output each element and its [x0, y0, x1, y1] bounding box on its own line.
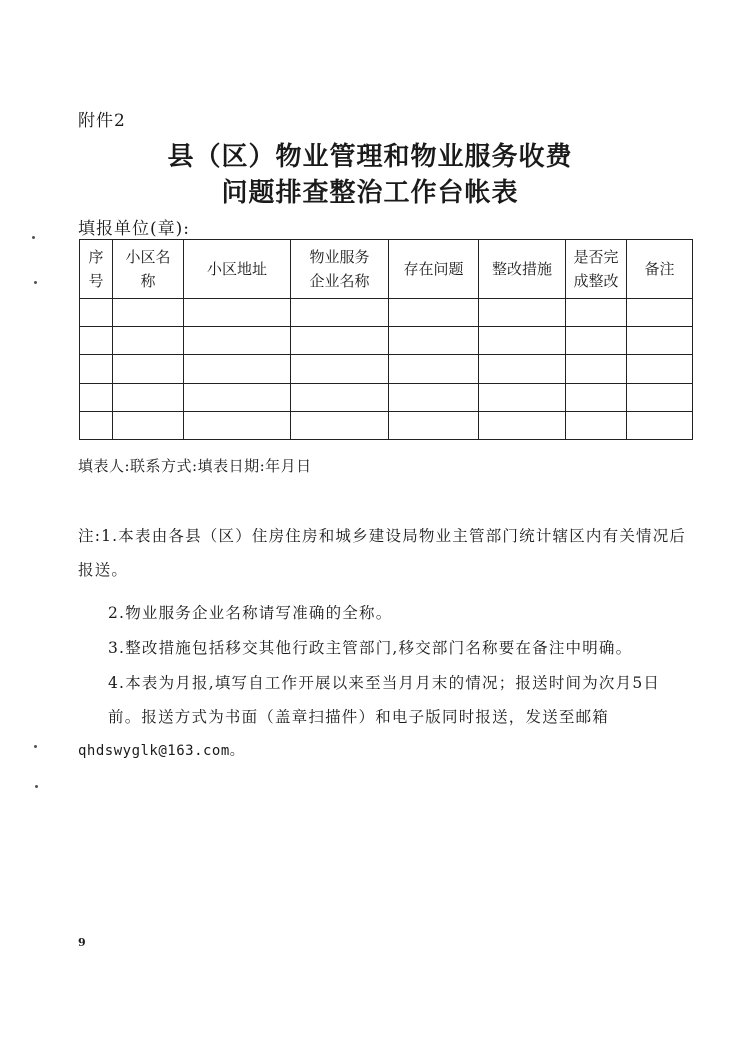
table-cell [389, 327, 479, 355]
table-cell [184, 355, 291, 383]
table-cell [291, 355, 389, 383]
scan-speck [32, 236, 35, 239]
table-cell [627, 355, 693, 383]
table-cell [80, 383, 113, 411]
table-cell [291, 411, 389, 439]
table-cell [113, 299, 184, 327]
header-community-name: 小区名 称 [113, 240, 184, 299]
table-cell [184, 411, 291, 439]
table-cell [479, 411, 566, 439]
table-cell [291, 383, 389, 411]
table-cell [627, 383, 693, 411]
table-cell [627, 411, 693, 439]
document-title-line-1: 县（区）物业管理和物业服务收费 [167, 142, 573, 172]
header-community-address: 小区地址 [184, 240, 291, 299]
table-cell [479, 327, 566, 355]
table-cell [479, 299, 566, 327]
fill-unit-label: 填报单位(章): [78, 219, 190, 239]
filler-info-line: 填表人:联系方式:填表日期:年月日 [78, 457, 312, 475]
note-3: 3.整改措施包括移交其他行政主管部门,移交部门名称要在备注中明确。 [108, 639, 633, 657]
table-row [80, 355, 693, 383]
table-cell [113, 327, 184, 355]
table-cell [184, 299, 291, 327]
note-2: 2.物业服务企业名称请写准确的全称。 [108, 604, 393, 622]
table-cell [184, 383, 291, 411]
table-cell [291, 327, 389, 355]
header-rectification-completed: 是否完 成整改 [566, 240, 627, 299]
table-cell [566, 411, 627, 439]
table-cell [566, 299, 627, 327]
table-row [80, 299, 693, 327]
table-cell [291, 299, 389, 327]
table-cell [479, 355, 566, 383]
table-cell [184, 327, 291, 355]
table-cell [389, 411, 479, 439]
note-4-block [78, 666, 692, 768]
table-cell [627, 299, 693, 327]
page-number: 9 [78, 936, 86, 949]
table-cell [627, 327, 693, 355]
table-cell [389, 355, 479, 383]
scan-speck [34, 745, 37, 748]
table-row [80, 383, 693, 411]
table-cell [113, 383, 184, 411]
table-header-row [80, 240, 693, 299]
header-remarks: 备注 [627, 240, 693, 299]
note-4: 4.本表为月报,填写自工作开展以来至当月月末的情况；报送时间为次月5日前。报送方式为书面（盖章扫描件）和电子版同时报送，发送至邮箱 [108, 674, 661, 726]
attachment-label: 附件2 [78, 111, 126, 131]
ledger-table [79, 239, 693, 440]
table-cell [479, 383, 566, 411]
document-title-line-2: 问题排查整治工作台帐表 [221, 178, 519, 208]
table-cell [80, 327, 113, 355]
table-row [80, 411, 693, 439]
table-row [80, 327, 693, 355]
table-cell [566, 383, 627, 411]
table-cell [113, 355, 184, 383]
table-cell [113, 411, 184, 439]
table-cell [80, 411, 113, 439]
table-cell [389, 383, 479, 411]
scan-speck [35, 785, 38, 788]
note-1: 注:1.本表由各县（区）住房住房和城乡建设局物业主管部门统计辖区内有关情况后报送。 [78, 527, 687, 579]
table-cell [566, 327, 627, 355]
table-cell [80, 299, 113, 327]
header-property-company: 物业服务 企业名称 [291, 240, 389, 299]
header-serial-number: 序 号 [80, 240, 113, 299]
table-cell [566, 355, 627, 383]
header-rectification-measures: 整改措施 [479, 240, 566, 299]
submission-email: qhdswyglk@163.com。 [78, 743, 245, 759]
table-cell [80, 355, 113, 383]
scan-speck [34, 281, 37, 284]
header-existing-problems: 存在问题 [389, 240, 479, 299]
table-cell [389, 299, 479, 327]
